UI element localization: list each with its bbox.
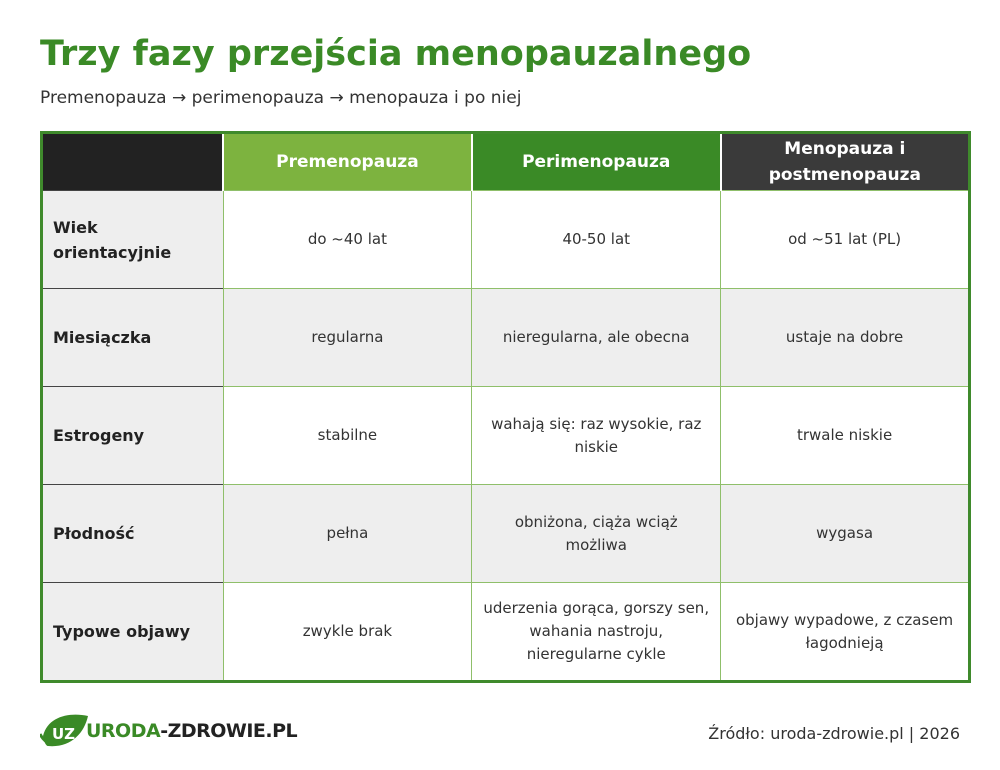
table-row: [42, 387, 970, 485]
table-cell: objawy wypadowe, z czasem łagodnieją: [721, 583, 970, 682]
column-header-menopauza: Menopauza i postmenopauza: [721, 133, 970, 191]
phases-table: [40, 131, 971, 683]
row-label-miesiaczka: Miesiączka: [42, 289, 224, 387]
table-cell: nieregularna, ale obecna: [472, 289, 721, 387]
header-corner-cell: [42, 133, 224, 191]
table-cell: 40-50 lat: [472, 191, 721, 289]
source-credit: Źródło: uroda-zdrowie.pl | 2026: [708, 724, 960, 743]
logo-wordmark: URODA-ZDROWIE.PL: [86, 720, 298, 742]
table-cell: zwykle brak: [223, 583, 472, 682]
row-label-wiek: Wiek orientacyjnie: [42, 191, 224, 289]
row-label-estrogeny: Estrogeny: [42, 387, 224, 485]
site-logo: [40, 712, 297, 750]
table-cell: ustaje na dobre: [721, 289, 970, 387]
table-cell: do ~40 lat: [223, 191, 472, 289]
logo-mark: UZ: [52, 725, 76, 743]
table-row: [42, 485, 970, 583]
row-label-objawy: Typowe objawy: [42, 583, 224, 682]
leaf-icon: [40, 712, 90, 750]
table-row: [42, 289, 970, 387]
page-title: Trzy fazy przejścia menopauzalnego: [40, 34, 752, 74]
page-subtitle: Premenopauza → perimenopauza → menopauza i po niej: [40, 88, 522, 108]
table-cell: stabilne: [223, 387, 472, 485]
table-cell: uderzenia gorąca, gorszy sen, wahania nastroju, nieregularne cykle: [472, 583, 721, 682]
table-cell: pełna: [223, 485, 472, 583]
column-header-perimenopauza: Perimenopauza: [472, 133, 721, 191]
table-cell: trwale niskie: [721, 387, 970, 485]
table-row: [42, 583, 970, 682]
row-label-plodnosc: Płodność: [42, 485, 224, 583]
column-header-premenopauza: Premenopauza: [223, 133, 472, 191]
table-header-row: [42, 133, 970, 191]
table-cell: od ~51 lat (PL): [721, 191, 970, 289]
table-cell: regularna: [223, 289, 472, 387]
table-row: [42, 191, 970, 289]
table-cell: wygasa: [721, 485, 970, 583]
table-cell: wahają się: raz wysokie, raz niskie: [472, 387, 721, 485]
table-cell: obniżona, ciąża wciąż możliwa: [472, 485, 721, 583]
